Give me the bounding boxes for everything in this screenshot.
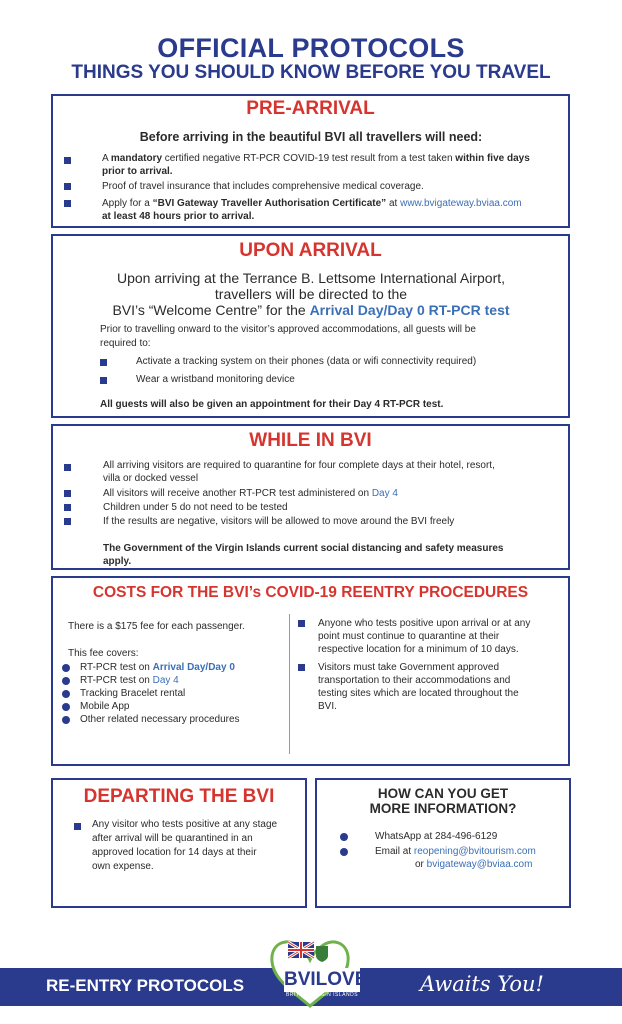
upon-arrival-line-1: Upon arriving at the Terrance B. Lettsome International Airport, — [116, 270, 506, 286]
footer-label: RE-ENTRY PROTOCOLS — [46, 976, 245, 995]
info-email: Email at reopening@bvitourism.com — [375, 846, 536, 857]
upon-arrival-note: All guests will also be given an appointment for their Day 4 RT-PCR test. — [100, 399, 444, 410]
upon-arrival-title: UPON ARRIVAL — [239, 240, 382, 261]
bullet-icon — [64, 464, 71, 471]
while-item-1: All arriving visitors are required to quarantine for four complete days at their hotel, resort, villa or docked vessel — [103, 460, 495, 484]
bullet-icon — [64, 504, 71, 511]
info-whatsapp: WhatsApp at 284-496-6129 — [375, 831, 498, 842]
while-item-3: Children under 5 do not need to be tested — [103, 502, 288, 513]
while-item-4: If the results are negative, visitors will be allowed to move around the BVI freely — [103, 516, 455, 527]
while-note: The Government of the Virgin Islands current social distancing and safety measures apply. — [103, 543, 504, 567]
cost-item-5: Other related necessary procedures — [80, 714, 240, 725]
cost-item-4: Mobile App — [80, 701, 130, 712]
email-link-1[interactable]: reopening@bvitourism.com — [413, 846, 536, 857]
bullet-icon — [62, 677, 70, 685]
bullet-icon — [340, 833, 348, 841]
email-link-2[interactable]: bvigateway@bviaa.com — [426, 859, 533, 870]
bullet-icon — [62, 716, 70, 724]
bullet-icon — [100, 377, 107, 384]
cost-item-2: RT-PCR test on Day 4 — [80, 675, 179, 686]
departing-text: Any visitor who tests positive at any stage after arrival will be quarantined in an approved location for 14 days at their own expense. — [92, 819, 278, 872]
upon-arrival-line-2: travellers will be directed to the — [214, 286, 408, 302]
pre-arrival-item-3: Apply for a “BVI Gateway Traveller Authorisation Certificate” at www.bvigateway.bviaa.com at least 48 hours prior to arrival. — [102, 198, 522, 222]
bullet-icon — [62, 664, 70, 672]
bullet-icon — [340, 848, 348, 856]
bullet-icon — [298, 664, 305, 671]
logo-wordmark: BVILOVE — [284, 969, 368, 990]
pre-arrival-intro: Before arriving in the beautiful BVI all travellers will need: — [139, 130, 483, 144]
bullet-icon — [100, 359, 107, 366]
info-email-2: or bvigateway@bviaa.com — [415, 859, 533, 870]
while-item-2: All visitors will receive another RT-PCR test administered on Day 4 — [103, 488, 398, 499]
cost-item-1: RT-PCR test on Arrival Day/Day 0 — [80, 662, 235, 673]
bullet-icon — [64, 518, 71, 525]
bullet-icon — [62, 690, 70, 698]
departing-title: DEPARTING THE BVI — [83, 786, 275, 807]
upon-arrival-para-2: required to: — [100, 338, 151, 349]
gateway-link[interactable]: www.bvigateway.bviaa.com — [400, 198, 522, 209]
costs-title: COSTS FOR THE BVI’s COVID-19 REENTRY PROCEDURES — [92, 584, 529, 601]
costs-right-item-1: Anyone who tests positive upon arrival or at any point must continue to quarantine at their respective location for a minimum of 10 days. — [318, 618, 531, 655]
pre-arrival-title: PRE-ARRIVAL — [246, 98, 375, 119]
costs-fee: There is a $175 fee for each passenger. — [68, 621, 245, 632]
bullet-icon — [64, 157, 71, 164]
page-title: OFFICIAL PROTOCOLS — [157, 33, 465, 63]
costs-right-item-2: Visitors must take Government approved transportation to their accommodations and testing sites which are located throughout the BVI. — [318, 662, 519, 712]
upon-arrival-para-1: Prior to travelling onward to the visitor’s approved accommodations, all guests will be — [100, 324, 476, 335]
footer-tagline: Awaits You! — [420, 972, 544, 996]
bullet-icon — [62, 703, 70, 711]
upon-arrival-item-2: Wear a wristband monitoring device — [136, 374, 295, 385]
bullet-icon — [64, 183, 71, 190]
page-subtitle: THINGS YOU SHOULD KNOW BEFORE YOU TRAVEL — [71, 62, 551, 83]
pre-arrival-item-1: A mandatory certified negative RT-PCR COVID-19 test result from a test taken within five days prior to arrival. — [102, 153, 530, 177]
pre-arrival-item-2: Proof of travel insurance that includes comprehensive medical coverage. — [102, 181, 424, 192]
while-in-bvi-title: WHILE IN BVI — [249, 430, 372, 451]
bullet-icon — [74, 823, 81, 830]
cost-item-3: Tracking Bracelet rental — [80, 688, 186, 699]
info-title: HOW CAN YOU GET MORE INFORMATION? — [369, 786, 517, 816]
costs-covers: This fee covers: — [68, 648, 139, 659]
upon-arrival-line-3: BVI’s “Welcome Centre” for the Arrival Day/Day 0 RT-PCR test — [112, 302, 510, 318]
bullet-icon — [298, 620, 305, 627]
bullet-icon — [64, 490, 71, 497]
bullet-icon — [64, 200, 71, 207]
logo-subtitle: BRITISH VIRGIN ISLANDS — [285, 992, 359, 998]
upon-arrival-item-1: Activate a tracking system on their phones (data or wifi connectivity required) — [136, 356, 477, 367]
